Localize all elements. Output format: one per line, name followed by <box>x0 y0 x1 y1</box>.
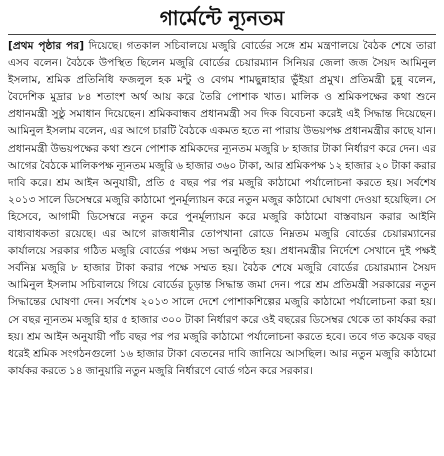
article-body-text: দিয়েছে। গতকাল সচিবালয়ে মজুরি বোর্ডের সঙ্গে শ্রম মন্ত্রণালয়ে বৈঠক শেষে তারা এসব বলেন। বৈঠকে উপস্থিত ছিলেন মজুরি বোর্ডের চেয়ারম্যান সিনিয়র জেলা জজ সৈয়দ আমিনুল ইসলাম, শ্রমিক প্রতিনিধি ফজলুল হক মন্টু ও বেগম শামছুন্নাহার ভুঁইয়া প্রমুখ। প্রতিমন্ত্রী চুন্নু বলেন, বৈদেশিক মুদ্রার ৮৪ শতাংশ অর্থ আয় করে তৈরি পোশাক খাত। মালিক ও শ্রমিকপক্ষের কথা শুনে প্রধানমন্ত্রী সুষ্ঠু সমাধান দিয়েছেন। শ্রমিকবান্ধব প্রধানমন্ত্রী সব দিক বিবেচনা করেই এই সিদ্ধান্ত দিয়েছেন। আমিনুল ইসলাম বলেন, এর আগে চারটি বৈঠকে একমত হতে না পারায় উভয়পক্ষ প্রধানমন্ত্রীর কাছে যান। প্রধানমন্ত্রী উভয়পক্ষের কথা শুনে পোশাক শ্রমিকদের ন্যূনতম মজুরি ৮ হাজার টাকা নির্ধারণ করে দেন। এর আগের বৈঠকে মালিকপক্ষ ন্যূনতম মজুরি ৬ হাজার ৩৬০ টাকা, আর শ্রমিকপক্ষ ১২ হাজার ২০ টাকা করার দাবি করে। শ্রম আইন অনুযায়ী, প্রতি ৫ বছর পর পর মজুরি কাঠামো পর্যালোচনা করতে হয়। সর্বশেষ ২০১৩ সালে ডিসেম্বরে মজুরি কাঠামো পুনর্মূল্যায়ন করে নতুন মজুর কাঠামো ঘোষণা দেওয়া হয়েছিল। সে হিসেবে, আগামী ডিসেম্বরে নতুন করে পুনর্মূল্যায়ন করে মজুরি কাঠামো বাস্তবায়ন করার আইনি বাধ্যবাধকতা রয়েছে। এর আগে রাজধানীর তোপখানা রোডে নিম্নতম মজুরি বোর্ডের চেয়ারম্যানের কার্যালয়ে সরকার গঠিত মজুরি বোর্ডের পঞ্চম সভা অনুষ্ঠিত হয়। প্রধানমন্ত্রীর নির্দেশে সেখানে দুই পক্ষই সর্বনিম্ন মজুরি ৮ হাজার টাকা করার পক্ষে সম্মত হয়। বৈঠক শেষে মজুরি বোর্ডের চেয়ারম্যান সৈয়দ আমিনুল ইসলাম সচিবালয়ে গিয়ে বোর্ডের চূড়ান্ত সিদ্ধান্ত জমা দেন। পরে শ্রম প্রতিমন্ত্রী সরকারের নতুন সিদ্ধান্তের ঘোষণা দেন। সর্বশেষ ২০১৩ সালে দেশে পোশাকশিল্পের মজুরি কাঠামো পর্যালোচনা করা হয়। সে বছর ন্যূনতম মজুরি হার ৫ হাজার ৩০০ টাকা নির্ধারণ করে ওই বছরের ডিসেম্বর থেকে তা কার্যকর করা হয়। শ্রম আইন অনুযায়ী পাঁচ বছর পর পর মজুরি কাঠামো পর্যালোচনা করতে হবে। তবে গত কয়েক বছর ধরেই শ্রমিক সংগঠনগুলো ১৬ হাজার টাকা বেতনের দাবি জানিয়ে আসছিল। আর নতুন মজুরি কাঠামো কার্যকর করতে ১৪ জানুয়ারি নতুন মজুরি নির্ধারণে বোর্ড গঠন করে সরকার। <box>8 40 437 377</box>
continued-label: [প্রথম পৃষ্ঠার পর] <box>8 40 85 52</box>
article-body <box>8 38 436 380</box>
article-headline: গার্মেন্টে ন্যূনতম <box>159 6 285 30</box>
headline-divider <box>8 34 436 35</box>
